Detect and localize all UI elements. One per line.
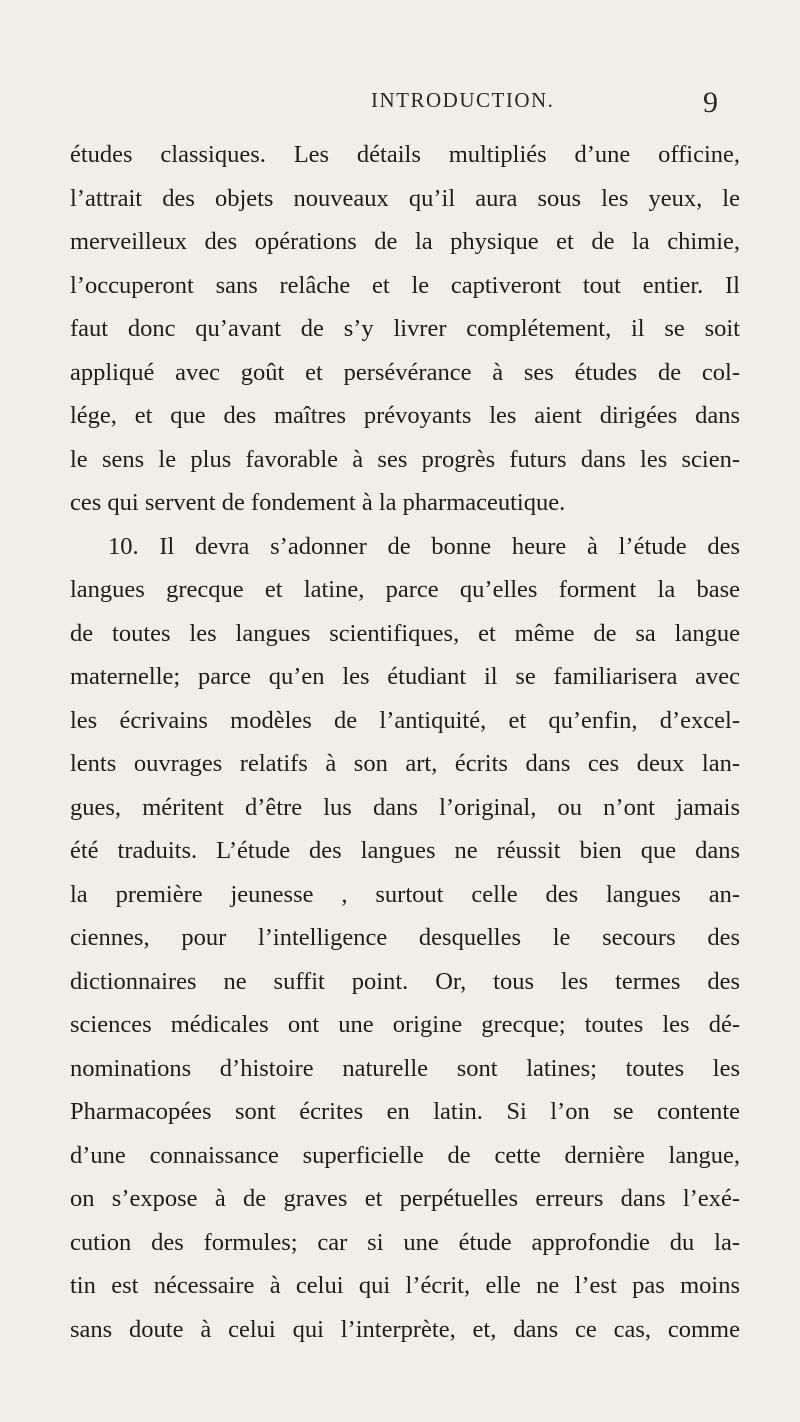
text-line: cution des formules; car si une étude approfondie du la- xyxy=(70,1228,740,1256)
text-line: la première jeunesse , surtout celle des langues an- xyxy=(70,880,740,908)
text-line: Pharmacopées sont écrites en latin. Si l’on se contente xyxy=(70,1098,740,1125)
text-line: sciences médicales ont une origine grecque; toutes les dé- xyxy=(70,1011,740,1038)
text-line: dictionnaires ne suffit point. Or, tous les termes des xyxy=(70,967,740,995)
text-line: tin est nécessaire à celui qui l’écrit, elle ne l’est pas moins xyxy=(70,1272,740,1299)
text-line: ciennes, pour l’intelligence desquelles le secours des xyxy=(70,924,740,951)
text-line: langues grecque et latine, parce qu’elles forment la base xyxy=(70,576,740,603)
text-line: l’attrait des objets nouveaux qu’il aura sous les yeux, le xyxy=(70,184,740,212)
page-number: 9 xyxy=(703,86,718,119)
text-line: nominations d’histoire naturelle sont latines; toutes les xyxy=(70,1054,740,1082)
text-line: le sens le plus favorable à ses progrès futurs dans les scien- xyxy=(70,445,740,473)
text-line: sans doute à celui qui l’interprète, et, dans ce cas, comme xyxy=(70,1315,740,1343)
text-line: appliqué avec goût et persévérance à ses études de col- xyxy=(70,358,740,386)
text-line: l’occuperont sans relâche et le captiveront tout entier. Il xyxy=(70,271,740,299)
text-line: d’une connaissance superficielle de cette dernière langue, xyxy=(70,1141,740,1169)
paragraph-start-line: 10. Il devra s’adonner de bonne heure à l’étude des xyxy=(108,532,740,560)
text-line: lége, et que des maîtres prévoyants les aient dirigées dans xyxy=(70,402,740,429)
running-title: INTRODUCTION. xyxy=(371,88,555,112)
text-line: gues, méritent d’être lus dans l’original, ou n’ont jamais xyxy=(70,793,740,821)
paragraph-end-line: ces qui servent de fondement à la pharmaceutique. xyxy=(70,489,566,516)
text-line: de toutes les langues scientifiques, et même de sa langue xyxy=(70,619,740,647)
text-line: lents ouvrages relatifs à son art, écrits dans ces deux lan- xyxy=(70,750,740,777)
text-line: on s’expose à de graves et perpétuelles erreurs dans l’exé- xyxy=(70,1185,740,1212)
body-text xyxy=(70,133,740,1351)
text-line: études classiques. Les détails multipliés d’une officine, xyxy=(70,141,740,168)
text-line: été traduits. L’étude des langues ne réussit bien que dans xyxy=(70,837,740,864)
text-line: faut donc qu’avant de s’y livrer complétement, il se soit xyxy=(70,315,740,342)
page-header xyxy=(0,88,800,128)
text-line: les écrivains modèles de l’antiquité, et qu’enfin, d’excel- xyxy=(70,706,740,734)
text-line: merveilleux des opérations de la physique et de la chimie, xyxy=(70,228,740,255)
text-line: maternelle; parce qu’en les étudiant il se familiarisera avec xyxy=(70,663,740,690)
